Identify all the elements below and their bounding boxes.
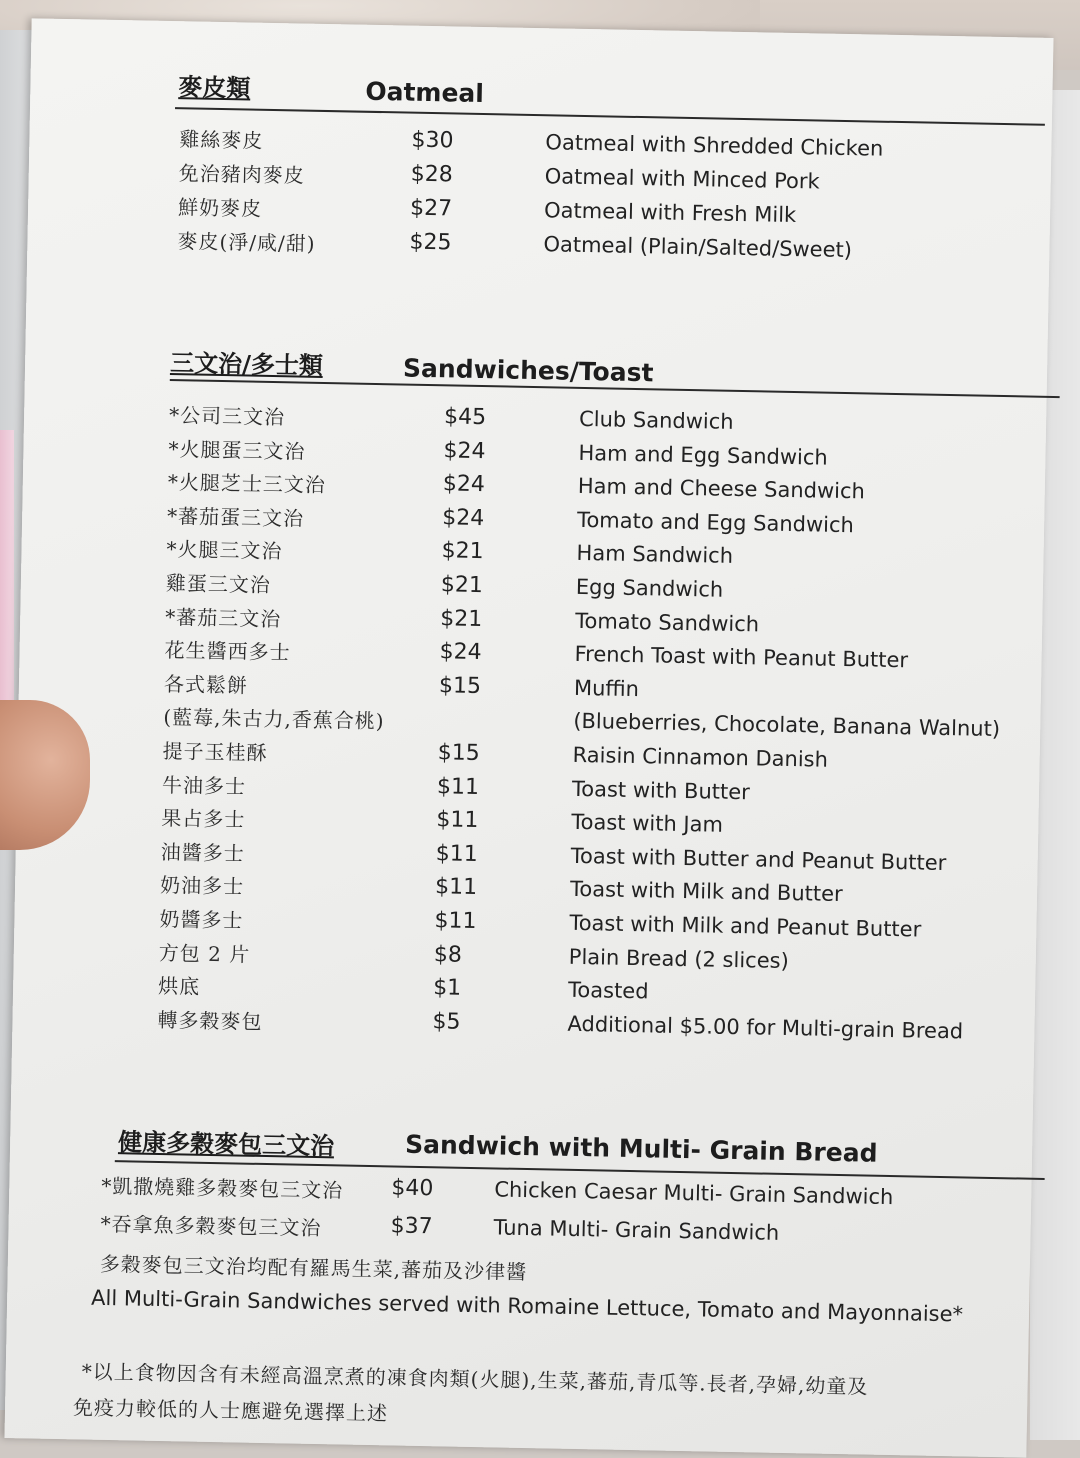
sandwiches-title-en: Sandwiches/Toast: [402, 353, 654, 388]
menu-item-name-en: Toast with Butter and Peanut Butter: [570, 843, 947, 875]
menu-item-name-en: Toasted: [567, 977, 649, 1004]
menu-item-name-zh: *凱撒燒雞多穀麥包三文治: [101, 1173, 344, 1203]
menu-item-price: $28: [410, 161, 454, 188]
menu-item-name-zh: 各式鬆餅: [163, 671, 249, 698]
oatmeal-title-zh: 麥皮類: [178, 72, 251, 103]
menu-item-name-en: Toast with Milk and Butter: [569, 877, 843, 907]
menu-item-name-en: Ham and Cheese Sandwich: [577, 474, 866, 504]
menu-item-price: $11: [434, 874, 478, 901]
menu-item-price: $40: [391, 1175, 434, 1202]
menu-item-name-zh: 方包 2 片: [158, 940, 251, 967]
footnote-line-1: *以上食物因含有未經高溫烹煮的凍食肉類(火腿),生菜,蕃茄,青瓜等.長者,孕婦,幼童及: [81, 1359, 869, 1399]
menu-item-price: $30: [411, 127, 454, 154]
menu-item-name-en: Tuna Multi- Grain Sandwich: [493, 1215, 780, 1245]
menu-item-price: $15: [438, 673, 482, 699]
menu-item-name-zh: (藍莓,朱古力,香蕉合桃): [163, 705, 385, 734]
menu-item-name-zh: 轉多穀麥包: [157, 1007, 263, 1034]
menu-item-name-en: Toast with Milk and Peanut Butter: [569, 910, 922, 942]
menu-item-name-en: Oatmeal with Minced Pork: [544, 164, 820, 194]
menu-item-name-en: Toast with Butter: [571, 776, 751, 804]
menu-item-name-en: Oatmeal (Plain/Salted/Sweet): [543, 232, 853, 263]
menu-item-name-zh: 鮮奶麥皮: [177, 195, 263, 221]
menu-item-name-en: Chicken Caesar Multi- Grain Sandwich: [494, 1177, 894, 1210]
menu-item-name-en: (Blueberries, Chocolate, Banana Walnut): [573, 709, 1001, 742]
menu-item-price: $24: [443, 437, 486, 464]
menu-item-name-en: Club Sandwich: [578, 406, 734, 434]
menu-item-name-zh: *火腿芝士三文治: [167, 470, 327, 498]
menu-item-name-zh: *火腿蛋三文治: [168, 436, 306, 464]
sandwiches-title-zh: 三文治/多士類: [169, 348, 324, 380]
menu-item-name-en: Muffin: [573, 675, 640, 701]
menu-item-price: $1: [432, 975, 462, 1001]
menu-item-name-zh: 奶油多士: [159, 873, 245, 899]
menu-item-name-zh: *蕃茄三文治: [165, 604, 282, 631]
menu-item-price: $24: [439, 639, 482, 666]
menu-item-name-en: Toast with Jam: [571, 810, 724, 837]
menu-item-name-zh: 牛油多士: [161, 772, 247, 799]
menu-item-price: $11: [436, 773, 480, 800]
menu-item-name-zh: 奶醬多士: [159, 906, 244, 933]
oatmeal-rule: [175, 107, 1045, 126]
footnote-line-2: 免疫力較低的人士應避免選擇上述: [72, 1395, 389, 1426]
menu-item-name-zh: *吞拿魚多穀麥包三文治: [100, 1211, 322, 1241]
menu-item-price: $21: [440, 605, 483, 632]
menu-item-price: $11: [434, 908, 477, 935]
oatmeal-title-en: Oatmeal: [365, 76, 485, 109]
menu-item-name-en: Tomato and Egg Sandwich: [576, 507, 855, 537]
menu-item-name-en: Ham and Egg Sandwich: [578, 440, 828, 470]
menu-item-name-en: Plain Bread (2 slices): [568, 944, 790, 973]
menu-item-price: $24: [442, 471, 486, 498]
menu-item-name-zh: 免治豬肉麥皮: [178, 161, 305, 188]
menu-item-name-zh: 麥皮(淨/咸/甜): [177, 229, 316, 256]
menu-item-name-zh: *公司三文治: [168, 403, 286, 430]
menu-item-price: $45: [443, 404, 487, 431]
menu-item-name-zh: 油醬多士: [160, 839, 245, 866]
menu-item-name-en: Raisin Cinnamon Danish: [572, 742, 829, 772]
menu-item-name-zh: 花生醬西多士: [164, 638, 291, 665]
menu-item-name-en: Oatmeal with Shredded Chicken: [545, 130, 884, 161]
menu-item-price: $8: [433, 941, 463, 968]
menu-item-name-zh: 提子玉桂酥: [162, 738, 268, 765]
menu-item-name-zh: *火腿三文治: [166, 537, 283, 564]
menu-item-name-en: Additional $5.00 for Multi-grain Bread: [567, 1011, 964, 1044]
menu-item-name-zh: 烘底: [157, 974, 201, 999]
menu-item-price: $24: [441, 505, 485, 531]
menu-item-price: $21: [441, 538, 484, 565]
menu-item-price: $37: [390, 1213, 433, 1240]
menu-item-price: $27: [409, 195, 453, 222]
multigrain-title-zh: 健康多穀麥包三文治: [117, 1127, 335, 1161]
multigrain-title-en: Sandwich with Multi- Grain Bread: [404, 1129, 878, 1168]
menu-item-name-zh: 雞絲麥皮: [179, 127, 264, 153]
menu-item-name-en: Egg Sandwich: [575, 574, 724, 602]
menu-item-name-en: French Toast with Peanut Butter: [574, 642, 909, 673]
menu-item-price: $5: [432, 1008, 461, 1035]
menu-item-name-en: Ham Sandwich: [576, 541, 734, 569]
menu-item-name-zh: 雞蛋三文治: [165, 571, 272, 598]
menu-page: [4, 18, 1053, 1457]
multigrain-note-zh: 多穀麥包三文治均配有羅馬生菜,蕃茄及沙律醬: [99, 1251, 528, 1285]
menu-item-name-zh: 果占多士: [161, 806, 246, 832]
menu-item-price: $15: [437, 740, 480, 767]
menu-item-price: $11: [436, 807, 479, 834]
menu-item-price: $25: [409, 229, 452, 256]
menu-item-name-zh: *蕃茄蛋三文治: [166, 503, 305, 531]
menu-item-name-en: Tomato Sandwich: [575, 608, 760, 636]
menu-item-price: $21: [440, 572, 484, 599]
menu-item-name-en: Oatmeal with Fresh Milk: [543, 198, 797, 228]
multigrain-note-en: All Multi-Grain Sandwiches served with Romaine Lettuce, Tomato and Mayonnaise*: [90, 1285, 964, 1327]
menu-item-price: $11: [435, 841, 478, 867]
